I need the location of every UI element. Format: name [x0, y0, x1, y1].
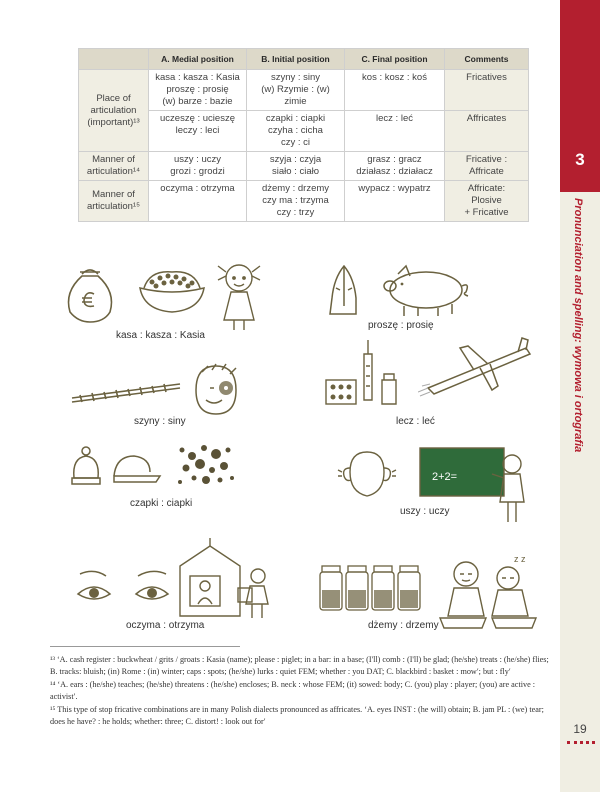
page-number: 19 [573, 722, 587, 736]
cell-line: Fricatives [466, 72, 507, 83]
caption-oczyma: oczyma : otrzyma [126, 620, 205, 631]
spots-icon [174, 442, 236, 488]
comment-cell [445, 111, 529, 152]
final-cell [345, 70, 445, 111]
praying-hands-icon [326, 262, 362, 318]
bowl-of-groats-icon [136, 266, 208, 316]
parcel-delivery-icon [176, 536, 276, 620]
hats-icon [68, 446, 164, 486]
header-cell [79, 49, 149, 70]
row-label: Manner of articulation¹⁵ [79, 181, 149, 222]
cell-line: + Fricative [464, 207, 509, 218]
cell-line: siało : ciało [272, 166, 319, 177]
cell-line: szyny : siny [270, 72, 321, 83]
medicine-icon [324, 336, 406, 408]
table-row [79, 181, 529, 222]
bruised-face-icon [190, 362, 242, 418]
cell-line: oczyma : otrzyma [160, 183, 235, 194]
initial-cell [247, 111, 345, 152]
cell-line: grozi : grodzi [170, 166, 225, 177]
cell-line: zimie [284, 96, 307, 107]
footnote: ¹³ ʻA. cash register : buckwheat / grits / groats : Kasia (name); please : piglet; in a bar: in a base; (I'll) comb : (I'll) be glad; (he/she) treats : (he/she) flies; B. tracks: bluish; (in) Rome : (in) winter; caps : spots; (he/she) lurks : quiet FEM; whether : you DAT; C. blackbird : basket : mowʹ; but : flyʹ [50, 655, 549, 676]
cell-line: dżemy : drzemy [261, 183, 330, 194]
caption-dzemy: dżemy : drzemy [368, 620, 439, 631]
cell-line: szyja : czyja [269, 154, 322, 165]
eyes-icon [76, 568, 172, 608]
cell-line: wypacz : wypatrz [358, 183, 431, 194]
final-cell [345, 152, 445, 181]
caption-szyny: szyny : siny [134, 416, 186, 427]
table-row [79, 152, 529, 181]
cell-line: (w) barze : bazie [162, 96, 233, 107]
chapter-number: 3 [575, 150, 585, 169]
page-number-dots [567, 741, 595, 744]
medial-cell [149, 181, 247, 222]
caption-prosze: proszę : prosię [368, 320, 434, 331]
comment-cell [445, 181, 529, 222]
cell-line: uszy : uczy [174, 154, 221, 165]
header-cell: A. Medial position [149, 49, 247, 70]
jam-jars-icon [318, 564, 424, 612]
girl-icon [216, 258, 262, 332]
footnote-divider [50, 646, 240, 647]
chapter-tab [560, 0, 600, 192]
footnotes [50, 654, 550, 729]
cell-line: czy ma : trzyma [262, 195, 329, 206]
header-cell: C. Final position [345, 49, 445, 70]
header-cell: Comments [445, 49, 529, 70]
table-header-row [79, 49, 529, 70]
cell-line: kasa : kasza : Kasia [155, 72, 240, 83]
footnote: ¹⁴ ʻA. ears : (he/she) teaches; (he/she) threatens : (he/she) encloses; B. neck : whose FEM; (it) sowed: body; C. (you) play : player; (you) are active : activistʹ. [50, 680, 536, 701]
articulation-table [78, 48, 529, 222]
dozing-people-icon [436, 552, 540, 632]
cell-line: grasz : gracz [367, 154, 422, 165]
cell-line: Fricative : [465, 154, 508, 165]
row-label: Manner of articulation¹⁴ [79, 152, 149, 181]
medial-cell [149, 152, 247, 181]
cell-line: (w) Rzymie : (w) [261, 84, 330, 95]
money-bag-icon [60, 262, 120, 324]
medial-cell [149, 111, 247, 152]
rails-icon [70, 380, 182, 404]
cell-line: czapki : ciapki [265, 113, 326, 124]
cell-line: Affricate: [467, 183, 506, 194]
cell-line: uczeszę : ucieszę [160, 113, 235, 124]
plane-icon [418, 336, 536, 400]
caption-kasa: kasa : kasza : Kasia [116, 330, 205, 341]
piglet-icon [376, 262, 472, 318]
header-cell: B. Initial position [247, 49, 345, 70]
initial-cell [247, 181, 345, 222]
svg-text:z z: z z [514, 554, 526, 564]
cell-line: Plosive [471, 195, 502, 206]
cell-line: czy : trzy [276, 207, 315, 218]
cell-line: proszę : prosię [166, 84, 229, 95]
cell-line: leczy : leci [175, 125, 220, 136]
initial-cell [247, 152, 345, 181]
ears-icon [336, 446, 398, 502]
blackboard-text: 2+2= [432, 471, 458, 483]
footnote: ¹⁵ This type of stop fricative combinations are in many Polish dialects pronounced as affricates. ʻA. eyes INST : (he will) obtain; B. jam PL : (we) tear; does he have? : he holds; whether: three; C. distort! : look out forʹ [50, 705, 544, 726]
caption-lecz: lecz : leć [396, 416, 435, 427]
cell-line: Affricates [466, 113, 507, 124]
row-label: Place of articulation (important)¹³ [79, 70, 149, 152]
chapter-sidebar [560, 0, 600, 792]
chapter-title: Pronunciation and spelling: wymowa i ortografia [572, 198, 584, 453]
cell-line: czyha : cicha [268, 125, 323, 136]
cell-line: Affricate [469, 166, 504, 177]
cell-line: czy : ci [280, 137, 311, 148]
initial-cell [247, 70, 345, 111]
table-row [79, 70, 529, 111]
cell-line: działasz : działacz [356, 166, 433, 177]
comment-cell [445, 152, 529, 181]
comment-cell [445, 70, 529, 111]
medial-cell [149, 70, 247, 111]
caption-uszy: uszy : uczy [400, 506, 450, 517]
final-cell [345, 181, 445, 222]
cell-line: kos : kosz : koś [362, 72, 427, 83]
caption-czapki: czapki : ciapki [130, 498, 193, 509]
final-cell [345, 111, 445, 152]
cell-line: lecz : leć [376, 113, 413, 124]
